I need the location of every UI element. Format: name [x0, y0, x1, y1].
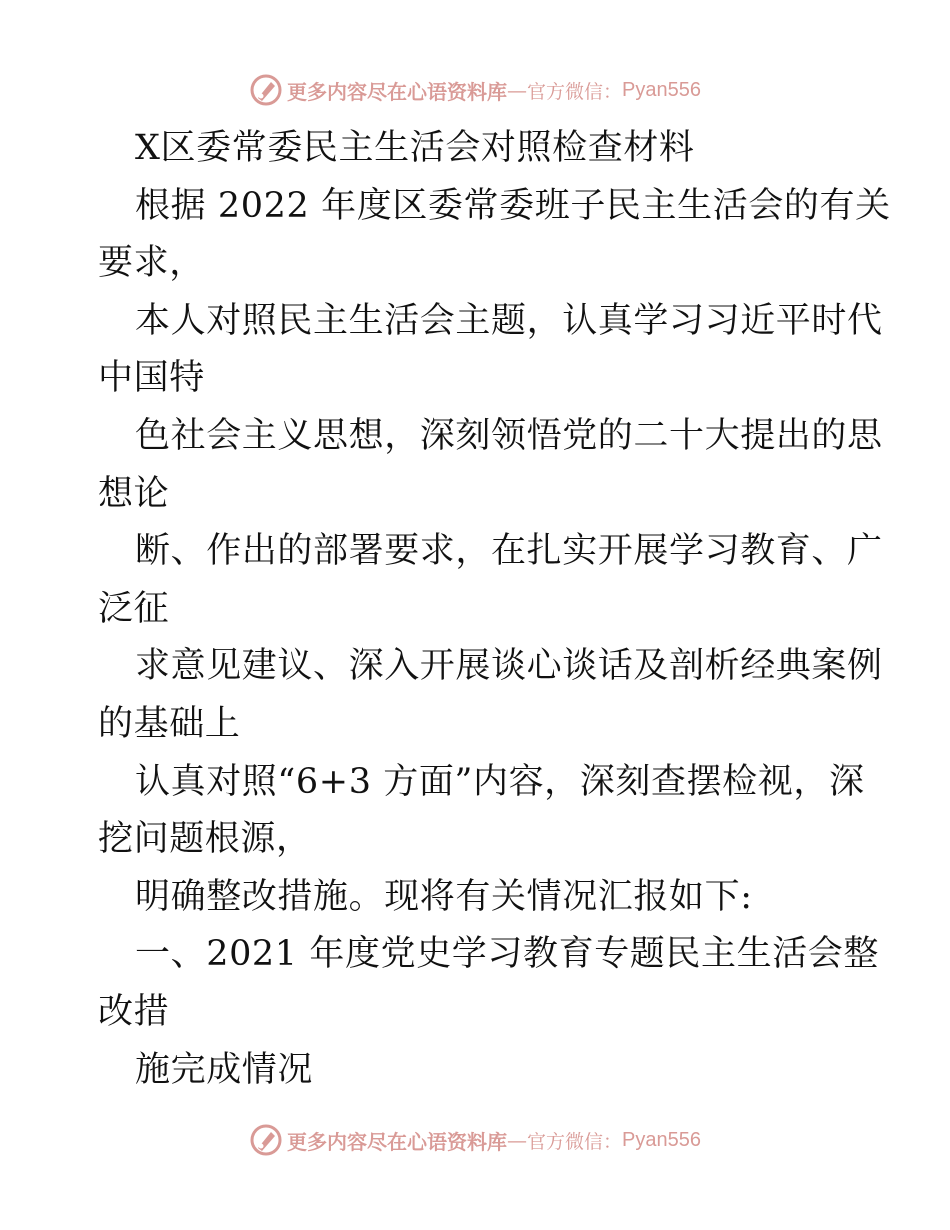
- watermark-text: 更多内容尽在心语资料库: [287, 79, 507, 104]
- pen-logo-icon: [249, 73, 283, 107]
- header-watermark: [0, 70, 950, 110]
- watermark-contact-label: 官方微信：: [527, 80, 623, 103]
- paragraph-line: 泛征: [98, 588, 170, 629]
- watermark-text: 更多内容尽在心语资料库: [287, 1129, 507, 1154]
- paragraph-line: 明确整改措施。现将有关情况汇报如下:: [135, 876, 753, 917]
- paragraph-line: 根据 2022 年度区委常委班子民主生活会的有关: [135, 185, 891, 226]
- paragraph-line: 中国特: [98, 358, 205, 399]
- paragraph-line: 求意见建议、深入开展谈心谈话及剖析经典案例: [135, 646, 883, 687]
- section-heading-line: 一、2021 年度党史学习教育专题民主生活会整: [135, 934, 879, 975]
- document-body: [98, 120, 891, 1099]
- watermark-separator: —: [507, 78, 527, 102]
- footer-watermark: [0, 1120, 950, 1160]
- watermark-contact-label: 官方微信：: [527, 1130, 623, 1153]
- paragraph-line: 想论: [98, 473, 170, 514]
- paragraph-line: 本人对照民主生活会主题，认真学习习近平时代: [135, 300, 883, 341]
- paragraph-line: 断、作出的部署要求，在扎实开展学习教育、广: [135, 531, 883, 572]
- paragraph-line: 色社会主义思想，深刻领悟党的二十大提出的思: [135, 415, 883, 456]
- paragraph-line: 要求，: [98, 243, 205, 284]
- section-heading-line: 施完成情况: [135, 1049, 314, 1090]
- paragraph-line: 挖问题根源，: [98, 819, 312, 860]
- paragraph-line: 认真对照“6+3 方面”内容，深刻查摆检视，深: [135, 761, 865, 802]
- watermark-separator: —: [507, 1128, 527, 1152]
- pen-logo-icon: [249, 1123, 283, 1157]
- watermark-contact-id: Pyan556: [622, 78, 701, 101]
- document-title: X区委常委民主生活会对照检查材料: [135, 128, 695, 168]
- section-heading-line: 改措: [98, 991, 170, 1032]
- paragraph-line: 的基础上: [98, 703, 241, 744]
- watermark-contact-id: Pyan556: [622, 1128, 701, 1151]
